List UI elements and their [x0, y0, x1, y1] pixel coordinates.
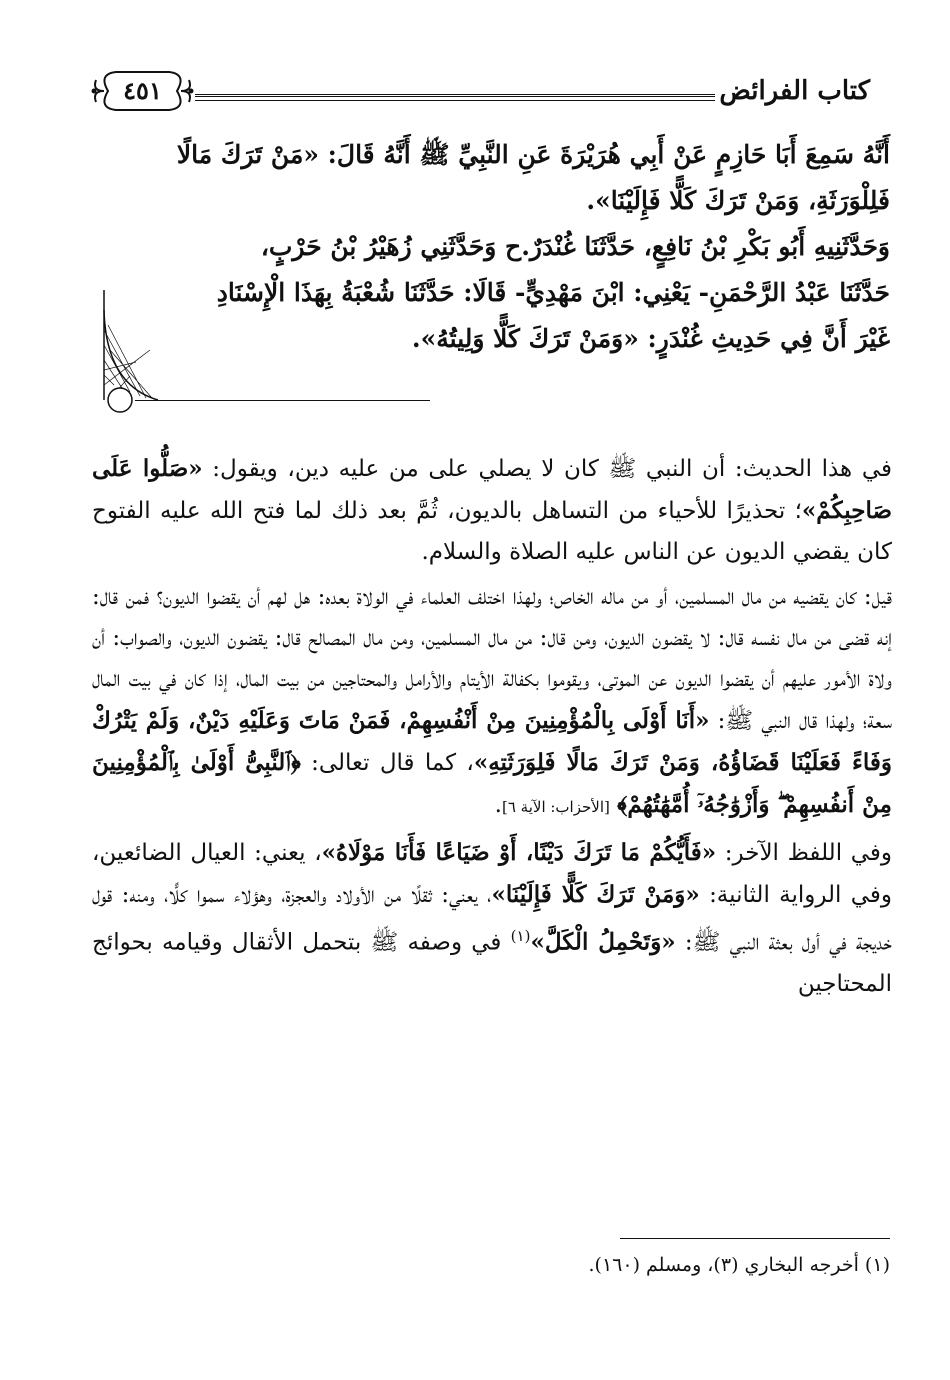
- book-title: كتاب الفرائض: [719, 76, 870, 106]
- footnote-rule: [620, 1238, 890, 1239]
- hadith-underline: [135, 400, 430, 401]
- hadith-line: أَنَّهُ سَمِعَ أَبَا حَازِمٍ عَنْ أَبِي هُرَيْرَةَ عَنِ النَّبِيِّ ﷺ أَنَّهُ قَالَ: «مَنْ تَرَكَ مَالًا: [176, 140, 890, 169]
- commentary-paragraph: [92, 448, 892, 573]
- hadith-line: وَحَدَّثَنِيهِ أَبُو بَكْرِ بْنُ نَافِعٍ، حَدَّثَنَا غُنْدَرٌ.ح وَحَدَّثَنِي زُهَيْرُ بْنُ حَرْبٍ،: [260, 232, 890, 261]
- text-segment: ، يعني: العيال الضائعين، وفي الرواية الثانية:: [92, 840, 893, 908]
- text-segment: في هذا الحديث: أن النبي ﷺ كان لا يصلي على من عليه دين، ويقول:: [212, 456, 892, 482]
- verse-reference: [الأحزاب: الآية ٦]: [501, 798, 610, 816]
- footnote-marker: (١): [510, 927, 531, 945]
- header-rule: [195, 94, 715, 97]
- text-segment: قيل: كان يقضيه من مال المسلمين، أو من ماله الخاص؛ ولهذا اختلف العلماء في الولاة بعده: هل لهم أن يقضوا الديون؟ فمن قال: إنه قضى من مال نفسه قال: لا يقضون الديون، ومن قال: من مال المسلمين، ومن مال المصالح قال: يقضون الديون، والصواب: أن ولاة الأمور عليهم أن يقضوا الديون عن الموتى، ويقوموا بكفالة الأيتام والأرامل والمحتاجين من بيت المال، إذا كان في بيت المال سعة؛ ولهذا قال النبي ﷺ:: [92, 584, 892, 734]
- text-segment: ، كما قال تعالى:: [311, 750, 474, 776]
- commentary-paragraph: [92, 577, 892, 828]
- hadith-quote: «وَمَنْ تَرَكَ كَلًّا فَإِلَيْنَا»: [491, 881, 700, 908]
- corner-ornament: [100, 290, 160, 415]
- text-segment: ؛ تحذيرًا للأحياء من التساهل بالديون، ثُمَّ بعد ذلك لما فتح الله عليه الفتوح كان يقضي الديون عن الناس عليه الصلاة والسلام.: [92, 498, 892, 565]
- page-number-ornament: [90, 66, 195, 116]
- hadith-quote: «وَتَحْمِلُ الْكَلَّ»: [530, 928, 676, 956]
- hadith-quote: «فَأَيُّكُمْ مَا تَرَكَ دَيْنًا، أَوْ ضَيَاعًا فَأَنَا مَوْلَاهُ»: [321, 839, 717, 866]
- hadith-line: حَدَّثَنَا عَبْدُ الرَّحْمَنِ- يَعْنِي: ابْنَ مَهْدِيٍّ- قَالَا: حَدَّثَنَا شُعْبَةُ بِهَذَا الْإِسْنَادِ: [216, 278, 890, 307]
- text-segment: ، يعني: ثقلًا من الأولاد والعجزة، وهؤلاء سموا كلًّا، ومنه: قول خديجة في أول بعثة النبي ﷺ:: [92, 882, 893, 956]
- text-segment: وفي اللفظ الآخر:: [724, 840, 893, 866]
- footnote: (١) أخرجه البخاري (٣)، ومسلم (١٦٠).: [588, 1254, 890, 1276]
- hadith-line: غَيْرَ أَنَّ فِي حَدِيثِ غُنْدَرٍ: «وَمَنْ تَرَكَ كَلًّا وَلِيتُهُ».: [411, 324, 890, 353]
- page-number: ٤٥١: [123, 76, 162, 105]
- commentary-text: [92, 448, 892, 1009]
- hadith-quote: «أَنَا أَوْلَى بِالْمُؤْمِنِينَ مِنْ أَنْفُسِهِمْ، فَمَنْ مَاتَ وَعَلَيْهِ دَيْنٌ، وَلَمْ يَتْرُكْ وَفَاءً فَعَلَيْنَا قَضَاؤُهُ، وَمَنْ تَرَكَ مَالًا فَلِوَرَثَتِهِ»: [92, 707, 892, 776]
- text-segment: .: [494, 792, 502, 818]
- text-segment: في وصفه ﷺ بتحمل الأثقال وقيامه بحوائج المحتاجين: [92, 929, 892, 997]
- hadith-quote: «صَلُّوا عَلَى صَاحِبِكُمْ»: [92, 455, 892, 524]
- hadith-line: فَلِلْوَرَثَةِ، وَمَنْ تَرَكَ كَلًّا فَإِلَيْنَا».: [586, 186, 890, 215]
- commentary-paragraph: [92, 832, 892, 1005]
- corner-lattice-icon: [100, 290, 160, 415]
- header-rule-thin: [195, 100, 715, 101]
- hadith-text: [100, 132, 890, 362]
- page-header: [90, 62, 870, 122]
- quran-verse: ﴿ٱلنَّبِىُّ أَوْلَىٰ بِٱلْمُؤْمِنِينَ مِنْ أَنفُسِهِمْ ۖ وَأَزْوَٰجُهُۥٓ أُمَّهَٰتُهُمْ﴾: [92, 749, 892, 818]
